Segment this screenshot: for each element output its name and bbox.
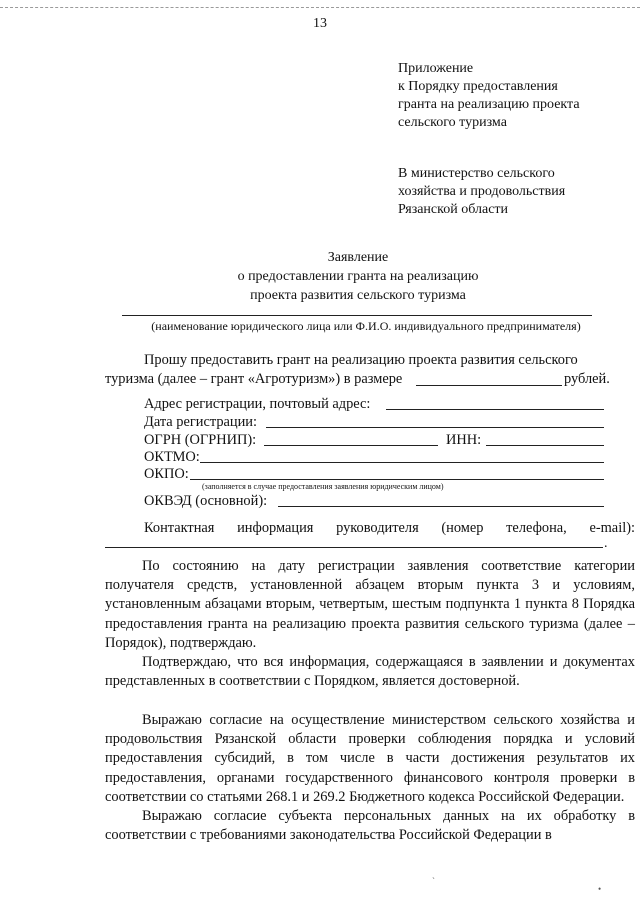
address-label: Адрес регистрации, почтовый адрес: <box>144 396 371 412</box>
contact-end-dot: . <box>604 536 608 551</box>
title-line: о предоставлении гранта на реализацию <box>237 269 479 284</box>
request-line-1: Прошу предоставить грант на реализацию проекта развития сельского <box>144 352 578 368</box>
oktmo-label: ОКТМО: <box>144 449 200 465</box>
okpo-note: (заполняется в случае предоставления заявления юридическим лицом) <box>202 482 444 491</box>
appendix-line: гранта на реализацию проекта <box>398 97 580 112</box>
appendix-line: сельского туризма <box>398 115 507 130</box>
applicant-name-caption: (наименование юридического лица или Ф.И.О. индивидуального предпринимателя) <box>151 319 581 333</box>
appendix-line: к Порядку предоставления <box>398 79 558 94</box>
accuracy-paragraph: Подтверждаю, что вся информация, содержащаяся в заявлении и документах представленных в соответствии с Порядком, является достоверной. <box>105 654 635 690</box>
page-number: 13 <box>313 16 327 31</box>
rubles-label: рублей. <box>564 371 610 387</box>
ogrn-field[interactable] <box>264 445 438 446</box>
reg-date-field[interactable] <box>266 427 604 428</box>
contact-field[interactable] <box>105 547 603 548</box>
personal-data-consent-paragraph: Выражаю согласие субъекта персональных данных на их обработку в соответствии с требованиями законодательства Российской Федерации в <box>105 808 635 844</box>
title-line: проекта развития сельского туризма <box>250 288 466 303</box>
okpo-field[interactable] <box>190 479 604 480</box>
request-line-2: туризма (далее – грант «Агротуризм») в размере <box>105 371 403 387</box>
title-line: Заявление <box>327 250 389 265</box>
appendix-line: Приложение <box>398 61 474 76</box>
inn-field[interactable] <box>486 445 604 446</box>
inn-label: ИНН: <box>446 432 482 448</box>
addressee-line: В министерство сельского <box>398 166 555 181</box>
top-dashed-rule <box>0 7 640 8</box>
address-field[interactable] <box>386 409 604 410</box>
okved-field[interactable] <box>278 506 604 507</box>
eligibility-paragraph: По состоянию на дату регистрации заявления соответствие категории получателя средств, установленной абзацем вторым пункта 3 и условиям, установленным абзацами вторым, четвертым, шестым подпункта 1 пункта 8 Порядка предоставления гранта на реализацию проекта развития сельского туризма (далее – Порядок), подтверждаю. <box>105 558 635 651</box>
scan-mark: ˋ <box>432 876 435 886</box>
oktmo-field[interactable] <box>200 462 604 463</box>
okpo-label: ОКПО: <box>144 466 189 482</box>
grant-amount-field[interactable] <box>416 385 562 386</box>
applicant-name-field[interactable] <box>122 315 592 316</box>
reg-date-label: Дата регистрации: <box>144 414 258 430</box>
contact-label: Контактная информация руководителя (номер телефона, e-mail): <box>144 520 635 536</box>
inspection-consent-paragraph: Выражаю согласие на осуществление министерством сельского хозяйства и продовольствия Рязанской области проверки соблюдения порядка и условий предоставления субсидий, в том числе в части достижения результатов их предоставления, органами государственного финансового контроля проверки в соответствии со статьями 268.1 и 269.2 Бюджетного кодекса Российской Федерации. <box>105 712 635 805</box>
ogrn-label: ОГРН (ОГРНИП): <box>144 432 257 448</box>
okved-label: ОКВЭД (основной): <box>144 493 268 509</box>
addressee-line: Рязанской области <box>398 202 509 217</box>
addressee-line: хозяйства и продовольствия <box>398 184 566 199</box>
scan-mark: • <box>598 884 602 894</box>
